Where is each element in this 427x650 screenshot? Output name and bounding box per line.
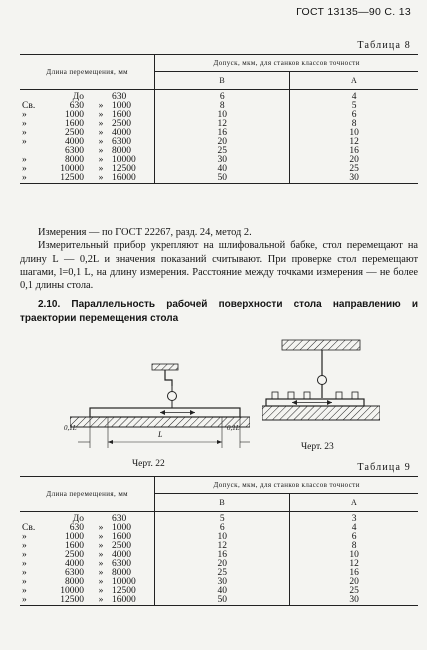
tolerance-class-a: 6: [290, 533, 418, 542]
tolerance-class-b: 25: [155, 147, 290, 156]
range-to: 1000: [112, 101, 131, 111]
range-from: 8000: [65, 577, 84, 587]
range-from: 4000: [65, 137, 84, 147]
tolerance-class-b: 16: [155, 129, 290, 138]
range-from: 1000: [65, 532, 84, 542]
range-to: 10000: [112, 577, 136, 587]
tolerance-class-a: 8: [290, 542, 418, 551]
range-from: 630: [69, 101, 84, 111]
method-text: [20, 226, 418, 325]
range-separator: »: [98, 137, 104, 147]
range-to: 1000: [112, 523, 131, 533]
tolerance-class-b: 6: [155, 524, 290, 533]
range-from: 6300: [65, 146, 84, 156]
range-separator: »: [98, 559, 104, 569]
range-to: 2500: [112, 541, 131, 551]
range-from: 8000: [65, 155, 84, 165]
range-to: 2500: [112, 119, 131, 129]
range-separator: »: [98, 128, 104, 138]
table8-class-b-header: В: [155, 72, 290, 90]
figure-23-diagram: [262, 338, 380, 428]
range-from: 630: [69, 523, 84, 533]
range-prefix: »: [22, 559, 27, 569]
tolerance-class-a: 20: [290, 578, 418, 587]
figure-23-caption: Черт. 23: [301, 442, 334, 452]
tolerance-class-a: 6: [290, 111, 418, 120]
range-to: 630: [112, 92, 127, 102]
figure-22-label-length: L: [158, 430, 163, 439]
tolerance-class-a: 30: [290, 596, 418, 606]
range-from: 6300: [65, 568, 84, 578]
range-from: 12500: [40, 174, 90, 184]
tolerance-class-b: 10: [155, 111, 290, 120]
range-separator: »: [98, 146, 104, 156]
section-2-10-heading: 2.10. Параллельность рабочей поверхности стола направлению и траектории перемещения стола: [20, 299, 418, 324]
table8: [20, 54, 418, 184]
table-row: [20, 596, 418, 606]
tolerance-class-a: 16: [290, 569, 418, 578]
tolerance-class-b: 30: [155, 578, 290, 587]
tolerance-class-a: 12: [290, 138, 418, 147]
tolerance-class-b: 10: [155, 533, 290, 542]
range-from: 1000: [65, 110, 84, 120]
table8-body: [20, 90, 418, 184]
table-row: [20, 174, 418, 184]
range-separator: »: [98, 577, 104, 587]
tolerance-class-b: 30: [155, 156, 290, 165]
table9-length-header: Длина перемещения, мм: [20, 477, 155, 512]
page-header: ГОСТ 13135—90 С. 13: [296, 6, 411, 18]
range-to: 1600: [112, 532, 131, 542]
range-separator: »: [90, 174, 112, 184]
tolerance-class-a: 4: [290, 524, 418, 533]
tolerance-class-b: 20: [155, 138, 290, 147]
table8-length-header: Длина перемещения, мм: [20, 55, 155, 90]
figure-22-caption: Черт. 22: [132, 459, 165, 469]
table8-tolerance-header: Допуск, мкм, для станков классов точности: [155, 55, 418, 72]
range-prefix: »: [22, 577, 27, 587]
range-from: 4000: [65, 559, 84, 569]
range-to: 10000: [112, 155, 136, 165]
tolerance-class-a: 20: [290, 156, 418, 165]
range-to: 6300: [112, 137, 131, 147]
range-prefix: »: [22, 110, 27, 120]
tolerance-class-a: 10: [290, 129, 418, 138]
tolerance-class-b: 40: [155, 165, 290, 174]
range-from: 10000: [60, 164, 84, 174]
range-to: 630: [112, 514, 127, 524]
range-separator: »: [98, 550, 104, 560]
tolerance-class-b: 16: [155, 551, 290, 560]
table9-label: Таблица 9: [357, 462, 411, 473]
tolerance-class-b: 12: [155, 542, 290, 551]
range-prefix: Св.: [22, 523, 36, 533]
range-to: 16000: [112, 596, 154, 606]
tolerance-class-b: 20: [155, 560, 290, 569]
tolerance-class-a: 5: [290, 102, 418, 111]
table9-class-b-header: В: [155, 494, 290, 512]
range-to: 4000: [112, 128, 131, 138]
range-separator: »: [98, 568, 104, 578]
tolerance-class-a: 10: [290, 551, 418, 560]
range-to: 12500: [112, 586, 136, 596]
range-to: 8000: [112, 568, 131, 578]
range-separator: »: [98, 110, 104, 120]
range-from: 10000: [60, 586, 84, 596]
range-separator: »: [90, 596, 112, 606]
range-to: 12500: [112, 164, 136, 174]
range-from: До: [72, 92, 84, 102]
range-separator: »: [98, 164, 104, 174]
tolerance-class-a: 16: [290, 147, 418, 156]
range-separator: »: [98, 101, 104, 111]
tolerance-class-a: 30: [290, 174, 418, 184]
range-to: 1600: [112, 110, 131, 120]
range-prefix: »: [22, 586, 27, 596]
method-paragraph-1: Измерения — по ГОСТ 22267, разд. 24, метод 2.: [38, 227, 252, 238]
tolerance-class-b: 25: [155, 569, 290, 578]
range-from: 1600: [65, 541, 84, 551]
range-from: 12500: [40, 596, 90, 606]
range-separator: »: [98, 586, 104, 596]
range-from: 1600: [65, 119, 84, 129]
range-separator: »: [98, 523, 104, 533]
table8-class-a-header: А: [290, 72, 418, 90]
tolerance-class-b: 12: [155, 120, 290, 129]
range-prefix: »: [22, 119, 27, 129]
tolerance-class-a: 3: [290, 512, 418, 525]
range-prefix: »: [20, 596, 40, 606]
range-prefix: »: [22, 137, 27, 147]
range-to: 6300: [112, 559, 131, 569]
figure-22-label-left: 0,1L: [64, 424, 77, 432]
range-separator: »: [98, 155, 104, 165]
range-prefix: »: [22, 155, 27, 165]
range-prefix: »: [22, 550, 27, 560]
range-prefix: »: [22, 532, 27, 542]
range-prefix: »: [20, 174, 40, 184]
table9-tolerance-header: Допуск, мкм, для станков классов точности: [155, 477, 418, 494]
table9-body: [20, 512, 418, 606]
table8-label: Таблица 8: [357, 40, 411, 51]
tolerance-class-a: 4: [290, 90, 418, 103]
tolerance-class-a: 12: [290, 560, 418, 569]
range-prefix: »: [22, 541, 27, 551]
range-separator: »: [98, 119, 104, 129]
range-prefix: »: [22, 568, 27, 578]
tolerance-class-a: 8: [290, 120, 418, 129]
table9: [20, 476, 418, 606]
table9-class-a-header: А: [290, 494, 418, 512]
tolerance-class-a: 25: [290, 587, 418, 596]
range-to: 4000: [112, 550, 131, 560]
tolerance-class-b: 5: [155, 512, 290, 525]
range-prefix: Св.: [22, 101, 36, 111]
tolerance-class-b: 50: [155, 596, 290, 606]
range-to: 16000: [112, 174, 154, 184]
range-separator: »: [98, 541, 104, 551]
tolerance-class-a: 25: [290, 165, 418, 174]
tolerance-class-b: 40: [155, 587, 290, 596]
range-prefix: »: [22, 128, 27, 138]
method-paragraph-2: Измерительный прибор укрепляют на шлифовальной бабке, стол перемещают на длину L — 0,2L и значения показаний считывают. При проверке стол перемещают шагами, l=0,1 L, на длину измерения. Расстояние между точками измерения — не более 0,1 длины стола.: [20, 240, 418, 292]
range-from: 2500: [65, 550, 84, 560]
range-from: 2500: [65, 128, 84, 138]
range-separator: »: [98, 532, 104, 542]
tolerance-class-b: 50: [155, 174, 290, 184]
figure-22-label-right: 0,1L: [227, 424, 240, 432]
range-prefix: »: [22, 164, 27, 174]
range-from: До: [72, 514, 84, 524]
tolerance-class-b: 6: [155, 90, 290, 103]
range-to: 8000: [112, 146, 131, 156]
tolerance-class-b: 8: [155, 102, 290, 111]
